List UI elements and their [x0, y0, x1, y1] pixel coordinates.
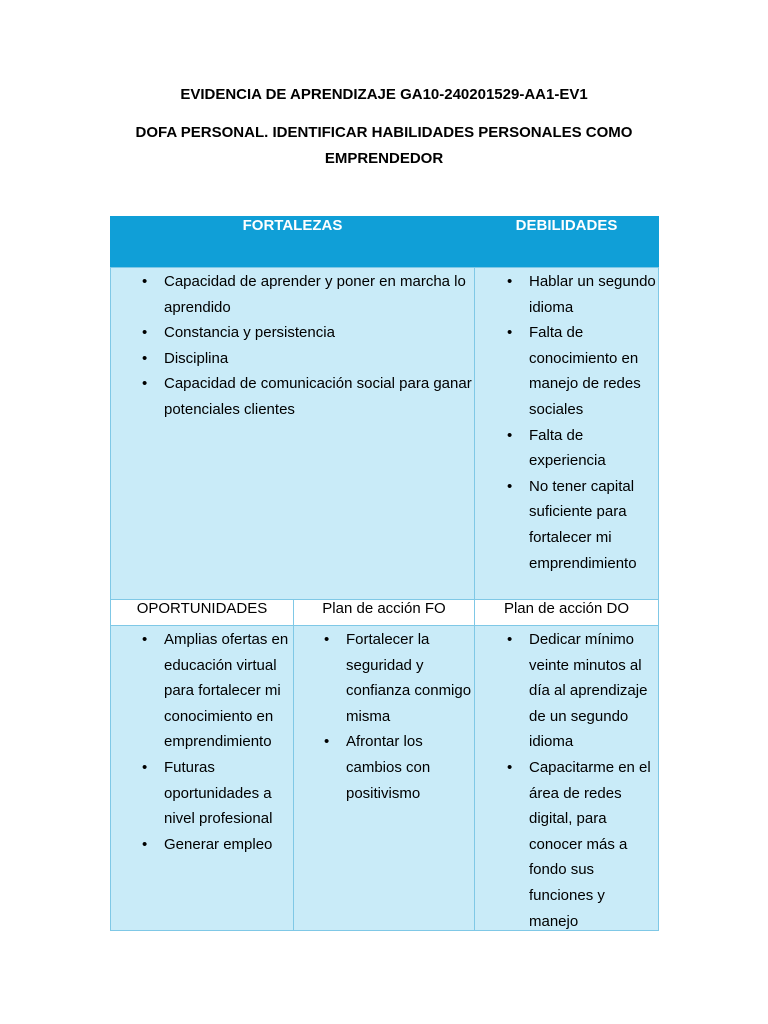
list-item: • Capacitarme en el área de redes digital, para conocer más a fondo sus funciones y manejo	[475, 755, 658, 934]
document-title: EVIDENCIA DE APRENDIZAJE GA10-240201529-AA1-EV1	[180, 86, 588, 103]
header-plan-do	[474, 599, 659, 626]
list-item: • Disciplina	[111, 346, 474, 372]
plan-do-list	[475, 626, 658, 934]
list-item: • Falta de conocimiento en manejo de redes sociales	[475, 320, 658, 422]
list-item: • Generar empleo	[111, 832, 293, 858]
list-item: • Falta de experiencia	[475, 423, 658, 474]
header-oportunidades-label: OPORTUNIDADES	[136, 600, 268, 617]
list-item: • Constancia y persistencia	[111, 320, 474, 346]
oportunidades-list	[111, 626, 293, 857]
list-item: • Dedicar mínimo veinte minutos al día al aprendizaje de un segundo idioma	[475, 627, 658, 755]
header-debilidades	[474, 216, 659, 268]
document-subtitle-line-2: EMPRENDEDOR	[324, 150, 444, 167]
list-item: • No tener capital suficiente para fortalecer mi emprendimiento	[475, 474, 658, 576]
cell-oportunidades	[110, 625, 294, 931]
cell-plan-do	[474, 625, 659, 931]
header-fortalezas	[110, 216, 475, 268]
cell-plan-fo	[293, 625, 475, 931]
list-item: • Capacidad de aprender y poner en marcha lo aprendido	[111, 269, 474, 320]
header-debilidades-label: DEBILIDADES	[515, 217, 618, 234]
header-plan-fo-label: Plan de acción FO	[322, 600, 446, 617]
cell-fortalezas	[110, 267, 475, 600]
list-item: • Fortalecer la seguridad y confianza conmigo misma	[294, 627, 474, 729]
document-subtitle-line-1: DOFA PERSONAL. IDENTIFICAR HABILIDADES PERSONALES COMO	[135, 124, 633, 141]
header-oportunidades	[110, 599, 294, 626]
header-plan-fo	[293, 599, 475, 626]
list-item: • Capacidad de comunicación social para ganar potenciales clientes	[111, 371, 474, 422]
plan-fo-list	[294, 626, 474, 806]
list-item: • Amplias ofertas en educación virtual para fortalecer mi conocimiento en emprendimiento	[111, 627, 293, 755]
header-fortalezas-label: FORTALEZAS	[242, 217, 343, 234]
list-item: • Futuras oportunidades a nivel profesional	[111, 755, 293, 832]
list-item: • Hablar un segundo idioma	[475, 269, 658, 320]
cell-debilidades	[474, 267, 659, 600]
debilidades-list	[475, 268, 658, 576]
fortalezas-list	[111, 268, 474, 423]
list-item: • Afrontar los cambios con positivismo	[294, 729, 474, 806]
document-subtitle	[0, 120, 768, 172]
header-plan-do-label: Plan de acción DO	[503, 600, 630, 617]
